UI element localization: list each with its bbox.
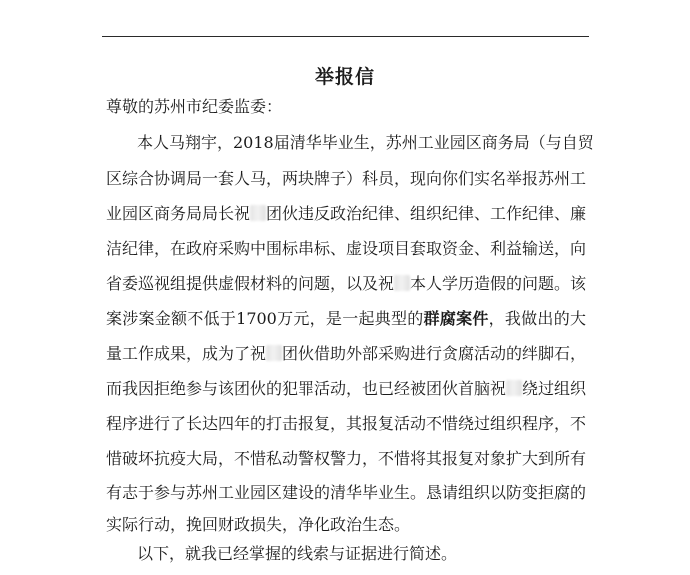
paragraph-line (106, 203, 586, 225)
text-span: 团伙借助外部采购进行贪腐活动的绊脚石， (282, 344, 587, 363)
document-title: 举报信 (314, 66, 375, 88)
paragraph-line: 惜破坏抗疫大局，不惜私动警权警力，不惜将其报复对象扩大到所有 (106, 449, 587, 468)
redacted-name (506, 380, 522, 396)
text-span: 团伙违反政治纪律、组织纪律、工作纪律、廉 (266, 204, 587, 223)
redacted-name (250, 205, 266, 221)
paragraph-line (106, 378, 586, 400)
paragraph-line: 有志于参与苏州工业园区建设的清华毕业生。恳请组织以防变拒腐的 (106, 483, 587, 502)
paragraph-line (106, 308, 586, 330)
text-span: 本人学历造假的问题。该 (410, 274, 587, 293)
redacted-name (266, 345, 282, 361)
text-span: 案涉案金额不低于1700万元，是一起典型的 (106, 309, 424, 328)
header-rule (102, 36, 589, 37)
text-span: 业园区商务局局长祝 (106, 204, 251, 223)
emphasis-text: 群腐案件 (423, 309, 489, 328)
text-span: ，我做出的大 (488, 309, 586, 328)
salutation: 尊敬的苏州市纪委监委： (106, 97, 283, 116)
text-span: 省委巡视组提供虚假材料的问题，以及祝 (106, 274, 395, 293)
paragraph-line: 本人马翔宇，2018届清华毕业生，苏州工业园区商务局（与自贸 (137, 133, 594, 152)
paragraph-line: 以下，就我已经掌握的线索与证据进行简述。 (137, 544, 458, 563)
paragraph-line: 区综合协调局一套人马，两块牌子）科员，现向你们实名举报苏州工 (106, 169, 587, 188)
paragraph-line (106, 273, 586, 295)
paragraph-line: 程序进行了长达四年的打击报复，其报复活动不惜绕过组织程序，不 (106, 414, 587, 433)
paragraph-line: 洁纪律，在政府采购中围标串标、虚设项目套取资金、利益输送，向 (106, 239, 587, 258)
text-span: 量工作成果，成为了祝 (106, 344, 267, 363)
paragraph-line: 实际行动，挽回财政损失，净化政治生态。 (106, 515, 411, 534)
text-span: 绕过组织 (522, 379, 587, 398)
text-span: 而我因拒绝参与该团伙的犯罪活动，也已经被团伙首脑祝 (106, 379, 507, 398)
redacted-name (394, 275, 410, 291)
paragraph-line (106, 343, 586, 365)
